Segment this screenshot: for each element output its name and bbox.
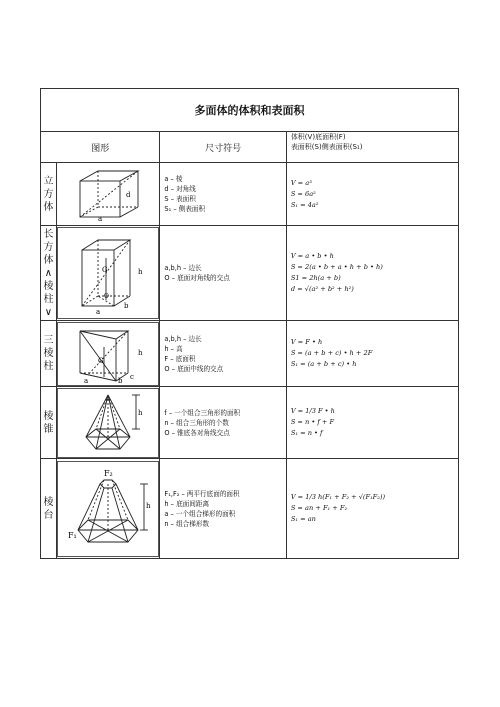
fig-label-a: a <box>96 308 101 316</box>
name-char: 长 <box>43 228 54 240</box>
formulas-cell <box>287 387 458 458</box>
formula-line: S₁ = 4a² <box>290 200 319 209</box>
name-char: 台 <box>43 509 54 521</box>
cube-figure <box>58 165 158 223</box>
table-row-cuboid <box>41 226 458 321</box>
symbol-line: F – 底面积 <box>164 354 196 363</box>
symbol-line: a,b,h – 边长 <box>164 264 202 272</box>
formula-line: V = 1/3 h(F₁ + F₂ + √(F₁F₂)) <box>290 493 386 501</box>
symbol-line: a,b,h – 边长 <box>164 334 202 343</box>
symbol-line: n – 组合三角形的个数 <box>164 418 229 427</box>
name-char: 方 <box>43 188 54 200</box>
fig-label-f1: F₁ <box>68 530 77 540</box>
formula-line: S₁ = an <box>290 515 316 523</box>
fig-label-h: h <box>146 501 151 510</box>
cuboid-figure <box>57 227 159 319</box>
table-row-triangular-prism <box>41 321 458 387</box>
formula-line: V = a • b • h <box>290 252 334 260</box>
name-char: 体 <box>43 254 54 266</box>
fig-label-g: G <box>98 356 104 365</box>
row-name <box>41 387 57 458</box>
name-char: 方 <box>43 241 54 253</box>
triangular-prism-figure <box>57 322 159 386</box>
name-char: 立 <box>43 175 54 187</box>
figure-cell <box>57 163 160 225</box>
formula-line: S = (a + b + c) • h + 2F <box>290 349 373 357</box>
symbol-line: S₁ – 侧表面积 <box>164 205 206 213</box>
formulas-cell <box>287 321 458 386</box>
fig-label-h: h <box>138 348 143 357</box>
name-char: 三 <box>43 335 54 346</box>
symbol-line: a – 一个组合梯形的面积 <box>164 509 236 518</box>
fig-label-g: G <box>102 266 108 274</box>
symbol-line: f – 一个组合三角形的面积 <box>164 408 241 417</box>
row-name <box>41 459 57 558</box>
fig-label-b: b <box>124 302 129 310</box>
symbol-line: O – 锥底各对角线交点 <box>164 428 230 437</box>
symbols-cell <box>160 459 286 558</box>
symbol-line: n – 组合梯形数 <box>164 519 210 528</box>
figure-cell <box>57 459 160 558</box>
symbol-line: F₁,F₂ – 两平行底面的面积 <box>164 489 240 498</box>
fig-label-o: O <box>104 293 110 300</box>
formula-line: V = 1/3 F • h <box>290 407 335 415</box>
fig-label-a: a <box>84 376 89 385</box>
symbols-cell <box>160 387 286 458</box>
name-char: ∧ <box>44 267 53 279</box>
formula-line: S = n • f + F <box>290 418 335 426</box>
formula-line: S = 6a² <box>290 189 316 198</box>
formula-line: V = F • h <box>290 338 323 346</box>
fig-label-b: b <box>118 376 123 385</box>
figure-cell <box>57 387 160 458</box>
symbol-line: a – 棱 <box>164 175 183 183</box>
name-char: 棱 <box>43 410 54 422</box>
figure-cell <box>57 226 160 320</box>
table-row-pyramid <box>41 387 458 459</box>
table-row-frustum <box>41 459 458 558</box>
formula-line: S₁ = n • f <box>290 429 323 437</box>
header-row <box>41 132 458 163</box>
fig-label-f2: F₂ <box>104 468 113 478</box>
formulas-cell <box>287 163 458 225</box>
header-formula-line2: 表面积(S)侧表面积(S₁) <box>290 143 363 151</box>
symbol-line: S – 表面积 <box>164 195 196 203</box>
symbol-line: h – 高 <box>164 344 183 353</box>
name-char: 柱 <box>43 293 54 305</box>
name-char: 柱 <box>43 361 54 372</box>
header-symbols: 尺寸符号 <box>160 132 286 162</box>
symbol-line: O – 底面对角线的交点 <box>164 274 230 282</box>
header-figure: 图形 <box>41 132 160 162</box>
pyramid-figure <box>57 388 159 458</box>
table-row-cube <box>41 163 458 226</box>
name-char: 棱 <box>43 496 54 508</box>
row-name <box>41 163 57 225</box>
name-char: 锥 <box>43 423 54 435</box>
formulas-cell <box>287 226 458 320</box>
symbol-line: d – 对角线 <box>164 185 196 193</box>
formula-line: S = an + F₁ + F₂ <box>290 504 348 512</box>
name-char: 体 <box>43 201 54 213</box>
fig-label-a: a <box>98 215 103 223</box>
symbols-cell <box>160 226 286 320</box>
name-char: ∨ <box>44 306 53 318</box>
fig-label-d: d <box>126 191 131 199</box>
fig-label-c: c <box>130 372 135 381</box>
row-name <box>41 321 57 386</box>
table-title: 多面体的体积和表面积 <box>41 89 458 132</box>
symbol-line: h – 底面间距离 <box>164 499 210 508</box>
figure-cell <box>57 321 160 386</box>
formula-line: V = a³ <box>290 178 312 187</box>
polyhedron-table <box>40 88 459 559</box>
symbol-line: O – 底面中线的交点 <box>164 364 224 373</box>
formula-line: d = √(a² + b² + h²) <box>290 285 354 293</box>
row-name <box>41 226 57 320</box>
fig-label-h: h <box>138 268 143 276</box>
formula-line: S1 = 2h(a + b) <box>290 274 341 282</box>
frustum-figure <box>57 461 159 557</box>
formula-line: S = 2(a • b + a • h + b • h) <box>290 263 383 271</box>
symbols-cell <box>160 321 286 386</box>
header-formulas <box>287 132 458 162</box>
name-char: 棱 <box>43 280 54 292</box>
name-char: 棱 <box>43 348 54 359</box>
symbols-cell <box>160 163 286 225</box>
formula-line: S₁ = (a + b + c) • h <box>290 360 357 368</box>
fig-label-h: h <box>138 408 143 417</box>
header-formula-line1: 体积(V)底面积(F) <box>290 133 346 141</box>
formulas-cell <box>287 459 458 558</box>
